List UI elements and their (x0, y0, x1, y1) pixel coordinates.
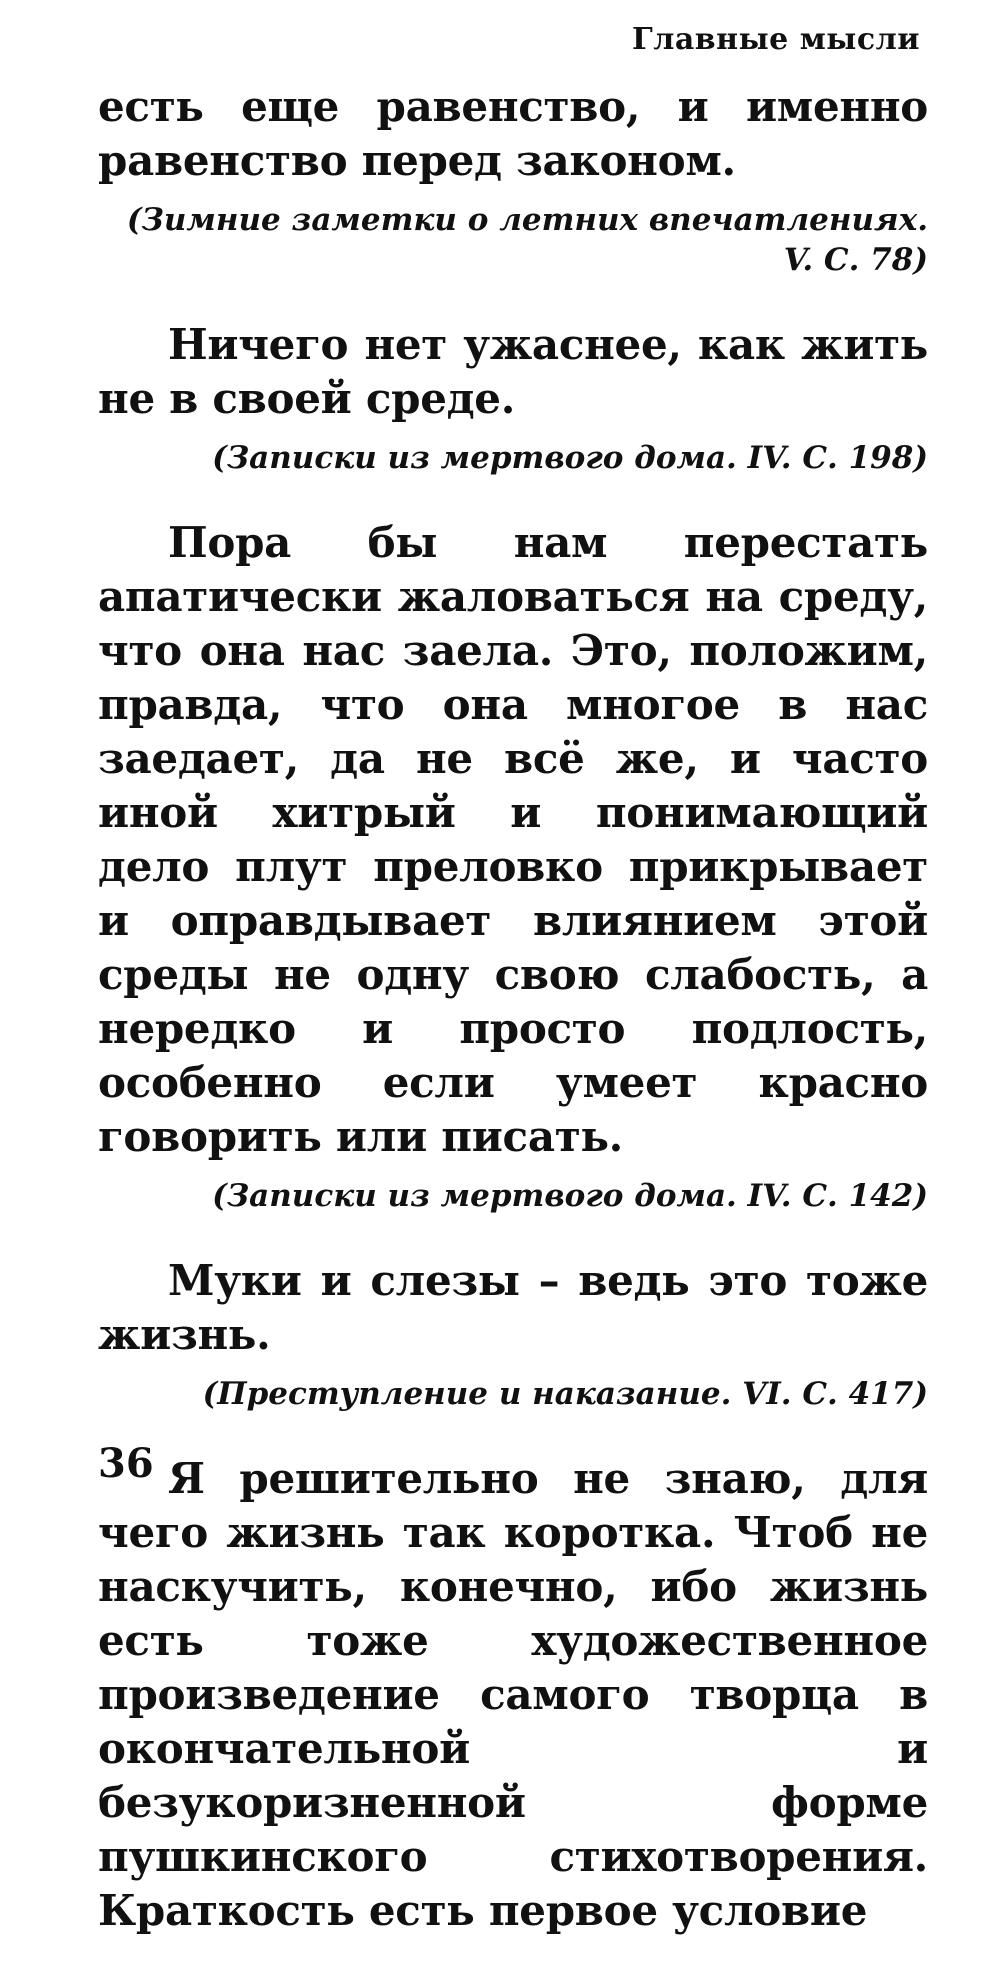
quote-text: Муки и слезы – ведь это тоже жизнь. (98, 1256, 928, 1359)
quote-source: (Зимние заметки о летних впечатлениях. V. С. 78) (126, 202, 928, 278)
quote-source: (Записки из мертвого дома. IV. С. 142) (212, 1178, 928, 1214)
quote-block-1 (98, 80, 928, 280)
quote-block-5 (98, 1452, 928, 1938)
quote-block-2 (98, 318, 928, 478)
quote-source: (Записки из мертвого дома. IV. С. 198) (212, 440, 928, 476)
quote-text: есть еще равенство, и именно равенство перед законом. (98, 82, 928, 185)
quote-block-3 (98, 516, 928, 1216)
page-content (98, 80, 928, 1976)
quote-block-4 (98, 1254, 928, 1414)
running-header: Главные мысли (631, 22, 920, 57)
quote-source: (Преступление и наказание. VI. С. 417) (202, 1376, 928, 1412)
quote-text: Я решительно не знаю, для чего жизнь так коротка. Чтоб не наскучить, конечно, ибо жизнь есть тоже художественное произведение самого творца в окончательной и безукоризненной форме пушкинского стихотворения. Краткость есть первое условие (98, 1454, 928, 1935)
quote-text: Пора бы нам перестать апатически жаловаться на среду, что она нас заела. Это, положим, правда, что она многое в нас заедает, да не всё же, и часто иной хитрый и понимающий дело плут преловко прикрывает и оправдывает влиянием этой среды не одну свою слабость, а нередко и просто подлость, особенно если умеет красно говорить или писать. (98, 518, 928, 1161)
page-number: 36 (98, 1440, 154, 1487)
quote-text: Ничего нет ужаснее, как жить не в своей среде. (98, 320, 928, 423)
